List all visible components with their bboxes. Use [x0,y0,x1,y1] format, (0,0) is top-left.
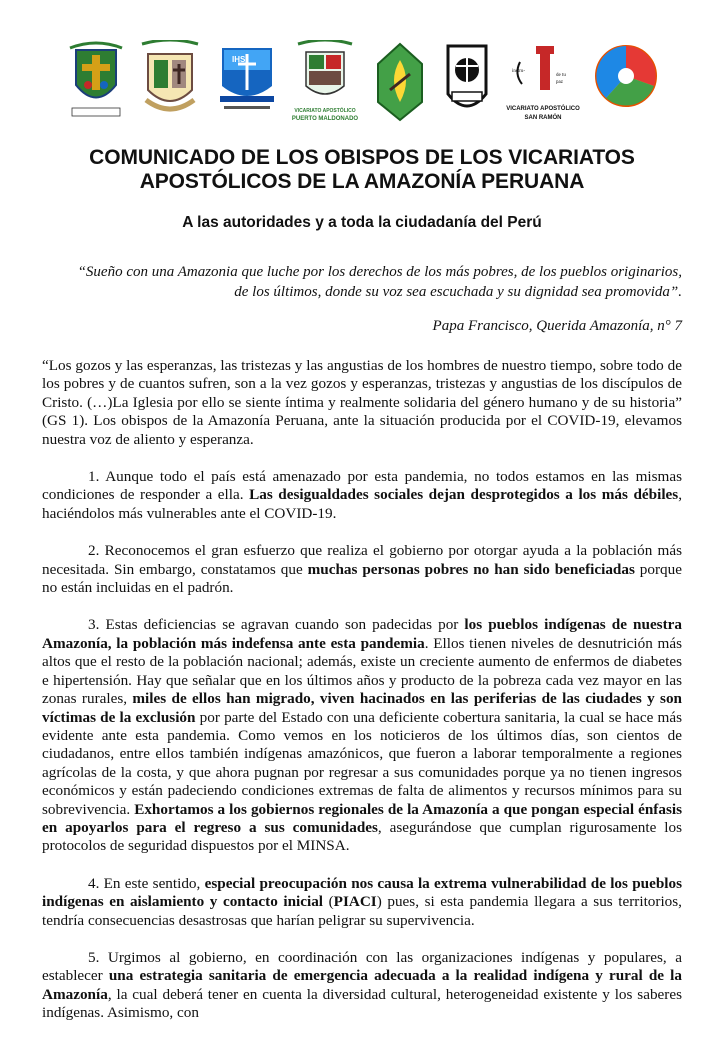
p3-bold-3: Exhortamos a los gobiernos regionales de la Amazonía a que pongan especial énfasis en apoyarlos para el regreso a sus comunidades [42,800,682,836]
ihs-logo [214,40,280,125]
document-title [40,146,684,194]
svg-text:PUERTO MALDONADO: PUERTO MALDONADO [291,116,359,122]
p4-bold: especial preocupación nos causa la extrema vulnerabilidad de los pueblos indígenas en aislamiento y contacto inicial [42,874,683,911]
san-ramon-logo [506,40,580,125]
bishop-coat-of-arms-1 [66,40,126,125]
document-body [42,357,682,1042]
round-colorful-emblem [594,40,658,125]
puerto-maldonado-logo [290,40,360,125]
title-line-1: COMUNICADO DE LOS OBISPOS DE LOS VICARIATOS [89,146,635,169]
paragraph-3 [42,616,682,855]
p3-text-3: por parte del Estado con una deficiente cobertura sanitaria, la cual se hace más evidente ante esta pandemia. Como vemos en los noticieros de los últimos días, son cientos de ciudadanos, entre ellos también indígenas amazónicos, que fueron a laborar temporalmente a regiones agrícolas de la costa, y que ahora pugnan por regresar a sus comunidades porque ya no tienen ingresos económicos y están padeciendo condiciones extremas de falta de alimentos y recursos mínimos para su sobrevivencia. [42,708,682,818]
p1-text: 1. Aunque todo el país está amenazado por esta pandemia, no todos estamos en las mismas condiciones de responder a ella. [42,468,682,504]
bishop-coat-of-arms-2 [136,40,204,125]
p4-text-end: ) pues, si esta pandemia llegara a sus territorios, tendría consecuencias desastrosas que harían peligrar su supervivencia. [42,893,682,929]
p5-bold: una estrategia sanitaria de emergencia adecuada a la realidad indígena y rural de la Amazonía [42,967,682,1003]
p3-bold-1: los pueblos indígenas de nuestra Amazonía, la población más indefensa ante esta pandemia [42,616,682,652]
green-emblem [374,40,426,125]
svg-text:SAN RAMÓN: SAN RAMÓN [524,115,562,121]
p3-text: 3. Estas deficiencias se agravan cuando son padecidas por [88,616,465,634]
paragraph-2 [42,542,682,597]
epigraph-quote: “Sueño con una Amazonia que luche por los derechos de los más pobres, de los pueblos originarios, de los últimos, donde su voz sea escuchada y su dignidad sea promovida”. [77,264,682,300]
p2-text-end: porque no están incluidas en el padrón. [42,560,682,597]
p1-text-end: , haciéndolos más vulnerables ante el COVID-19. [42,486,682,522]
p2-bold: muchas personas pobres no han sido beneficiadas [307,560,635,578]
document-subtitle: A las autoridades y a toda la ciudadanía del Perú [182,214,542,231]
p3-text-2: . Ellos tienen niveles de desnutrición más altos que el resto de la población nacional; además, existe un creciente aumento de enfermos de diabetes e hipertensión. Hay que señalar que en los últimos años y producto de la pobreza cada vez mayor en las zonas rurales, [42,634,682,708]
p3-bold-2: miles de ellos han migrado, viven hacinados en las periferias de las ciudades y son víctimas de la exclusión [42,690,682,726]
p5-text: 5. Urgimos al gobierno, en coordinación con las organizaciones indígenas y populares, a establecer [42,948,682,985]
p1-bold: Las desigualdades sociales dejan desprotegidos a los más débiles [249,486,679,504]
paragraph-1 [42,468,682,523]
p2-text: 2. Reconocemos el gran esfuerzo que realiza el gobierno por otorgar ayuda a la población más necesitada. Sin embargo, constatamos que [42,542,682,578]
svg-text:paz: paz [556,80,563,85]
p5-text-end: , la cual deberá tener en cuenta la diversidad cultural, heterogeneidad existente y los saberes indígenas. Asimismo, con [42,985,682,1022]
svg-text:IHS: IHS [232,55,246,64]
intro-paragraph: “Los gozos y las esperanzas, las tristezas y las angustias de los hombres de nuestro tiempo, sobre todo de los pobres y de cuantos sufren, son a la vez gozos y esperanzas, tristezas y angustias de los discípulos de Cristo. (…)La Iglesia por ello se siente íntima y realmente solidaria del género humano y de su historia” (GS 1). Los obispos de la Amazonía Peruana, ante la situación producida por el COVID-19, elevamos nuestra voz de aliento y esperanza. [42,357,682,448]
p4-paren-open: ( [323,893,334,911]
epigraph-source: Papa Francisco, Querida Amazonía, n° 7 [432,318,682,334]
p4-acronym: PIACI [333,893,377,911]
paragraph-4 [42,875,682,930]
svg-text:instru-: instru- [512,69,526,74]
svg-text:VICARIATO APOSTÓLICO: VICARIATO APOSTÓLICO [294,108,356,114]
svg-text:VICARIATO APOSTÓLICO: VICARIATO APOSTÓLICO [506,106,580,112]
p4-text: 4. En este sentido, [88,874,205,892]
p3-text-end: , asegurándose que cumplan rigurosamente los protocolos de seguridad dispuestos por el MINSA. [42,818,682,855]
paragraph-5 [42,949,682,1023]
svg-text:de tu: de tu [556,73,566,78]
title-line-2: APOSTÓLICOS DE LA AMAZONÍA PERUANA [139,170,585,193]
black-emblem [444,40,490,125]
logo-strip [66,40,666,130]
